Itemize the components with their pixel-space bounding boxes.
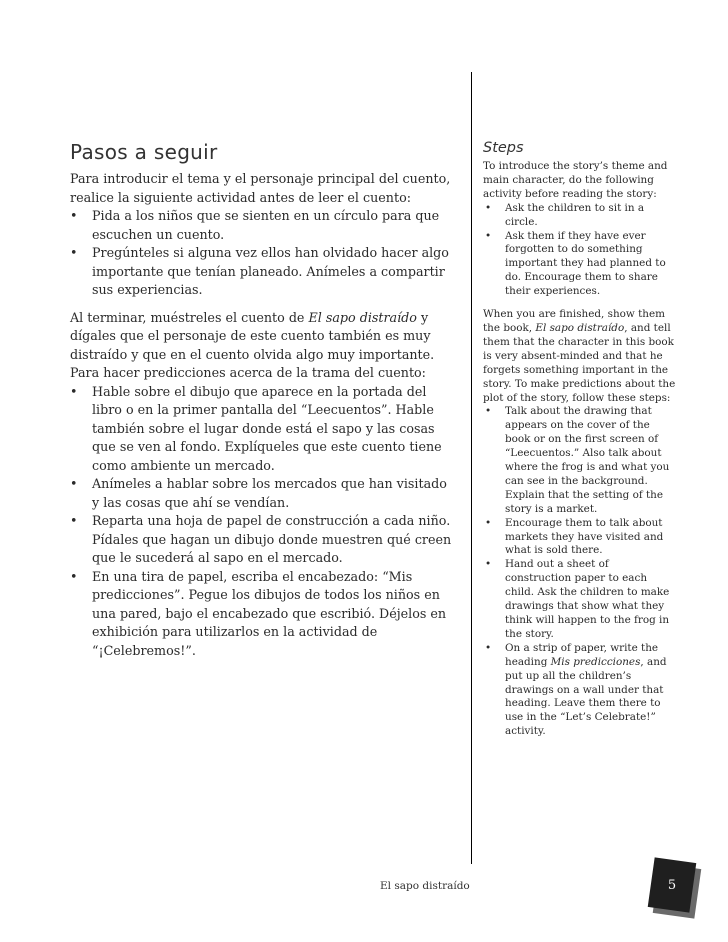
spanish-intro: Para introducir el tema y el personaje principal del cuento, realice la siguiente actividad antes de leer el cuento: [70,171,451,205]
bullet: • [70,476,78,491]
bullet: • [485,229,492,242]
book-title: El sapo distraído [535,321,625,334]
list-item: • Pida a los niños que se sienten en un círculo para que escuchen un cuento. [70,208,440,242]
list-item: • Talk about the drawing that appears on the cover of the book or on the first screen of “Leecuentos.” Also talk about where the frog is and what you can see in the background. Explain that the setting of the story is a market. [485,405,670,515]
english-paragraph-2: When you are finished, show them the book, El sapo distraído, and tell them that the character in this book is very absent-minded and that he forgets something important in the story. To make predictions about the plot of the story, follow these steps: [483,308,676,404]
list-item: • Hable sobre el dibujo que aparece en la portada del libro o en la primer pantalla del “Leecuentos”. Hable también sobre el lugar donde está el sapo y las cosas que se ven al fondo. Explíqueles que este cuento tiene como ambiente un mercado. [70,383,442,473]
list-item: • Encourage them to talk about markets they have visited and what is sold there. [485,516,664,557]
english-heading: Steps [483,140,524,156]
spanish-column [70,140,456,660]
list-item: • Ask them if they have ever forgotten to do something important they had planned to do. Encourage them to share their experiences. [485,229,666,298]
page-number-badge [648,857,697,912]
bullet: • [485,641,492,654]
list-item: • Ask the children to sit in a circle. [485,201,645,228]
spanish-heading: Pasos a seguir [70,140,218,164]
list-item: • Pregúnteles si alguna vez ellos han olvidado hacer algo importante que tenían planeado. Anímeles a compartir sus experiencias. [70,245,449,297]
bullet: • [70,208,78,223]
spanish-list-2 [70,383,456,661]
bullet: • [485,201,492,214]
bullet: • [70,245,78,260]
book-title: El sapo distraído [308,309,417,325]
list-item: • Hand out a sheet of construction paper to each child. Ask the children to make drawings that show what they think will happen to the frog in the story. [485,558,670,640]
spanish-paragraph-2: Al terminar, muéstreles el cuento de El sapo distraído y dígales que el personaje de este cuento también es muy distraído y que en el cuento olvida algo muy importante. Para hacer predicciones acerca de la trama del cuento: [70,309,435,380]
footer-book-title: El sapo distraído [380,880,470,892]
list-item: • On a strip of paper, write the heading Mis predicciones, and put up all the children’s drawings on a wall under that heading. Leave them there to use in the “Let’s Celebrate!” activity. [485,641,667,738]
english-list-1 [483,202,678,299]
english-list-2 [483,405,678,739]
bullet: • [70,513,78,528]
page-number: 5 [667,877,677,893]
list-item: • En una tira de papel, escriba el encabezado: “Mis predicciones”. Pegue los dibujos de todos los niños en una pared, bajo el encabezado que escribió. Déjelos en exhibición para utilizarlos en la actividad de “¡Celebremos!”. [70,568,447,658]
bullet: • [485,405,492,418]
column-divider [471,72,472,864]
bullet: • [485,516,492,529]
bullet: • [70,383,78,399]
list-item: • Anímeles a hablar sobre los mercados que han visitado y las cosas que ahí se vendían. [70,476,447,510]
bullet: • [70,568,78,584]
bullet: • [485,558,492,571]
english-column [483,140,678,739]
english-intro: To introduce the story’s theme and main character, do the following activity before reading the story: [483,160,668,200]
heading-title: Mis predicciones [550,655,641,668]
list-item: • Reparta una hoja de papel de construcción a cada niño. Pídales que hagan un dibujo donde muestren qué creen que le sucederá al sapo en el mercado. [70,513,452,565]
spanish-list-1 [70,207,456,300]
